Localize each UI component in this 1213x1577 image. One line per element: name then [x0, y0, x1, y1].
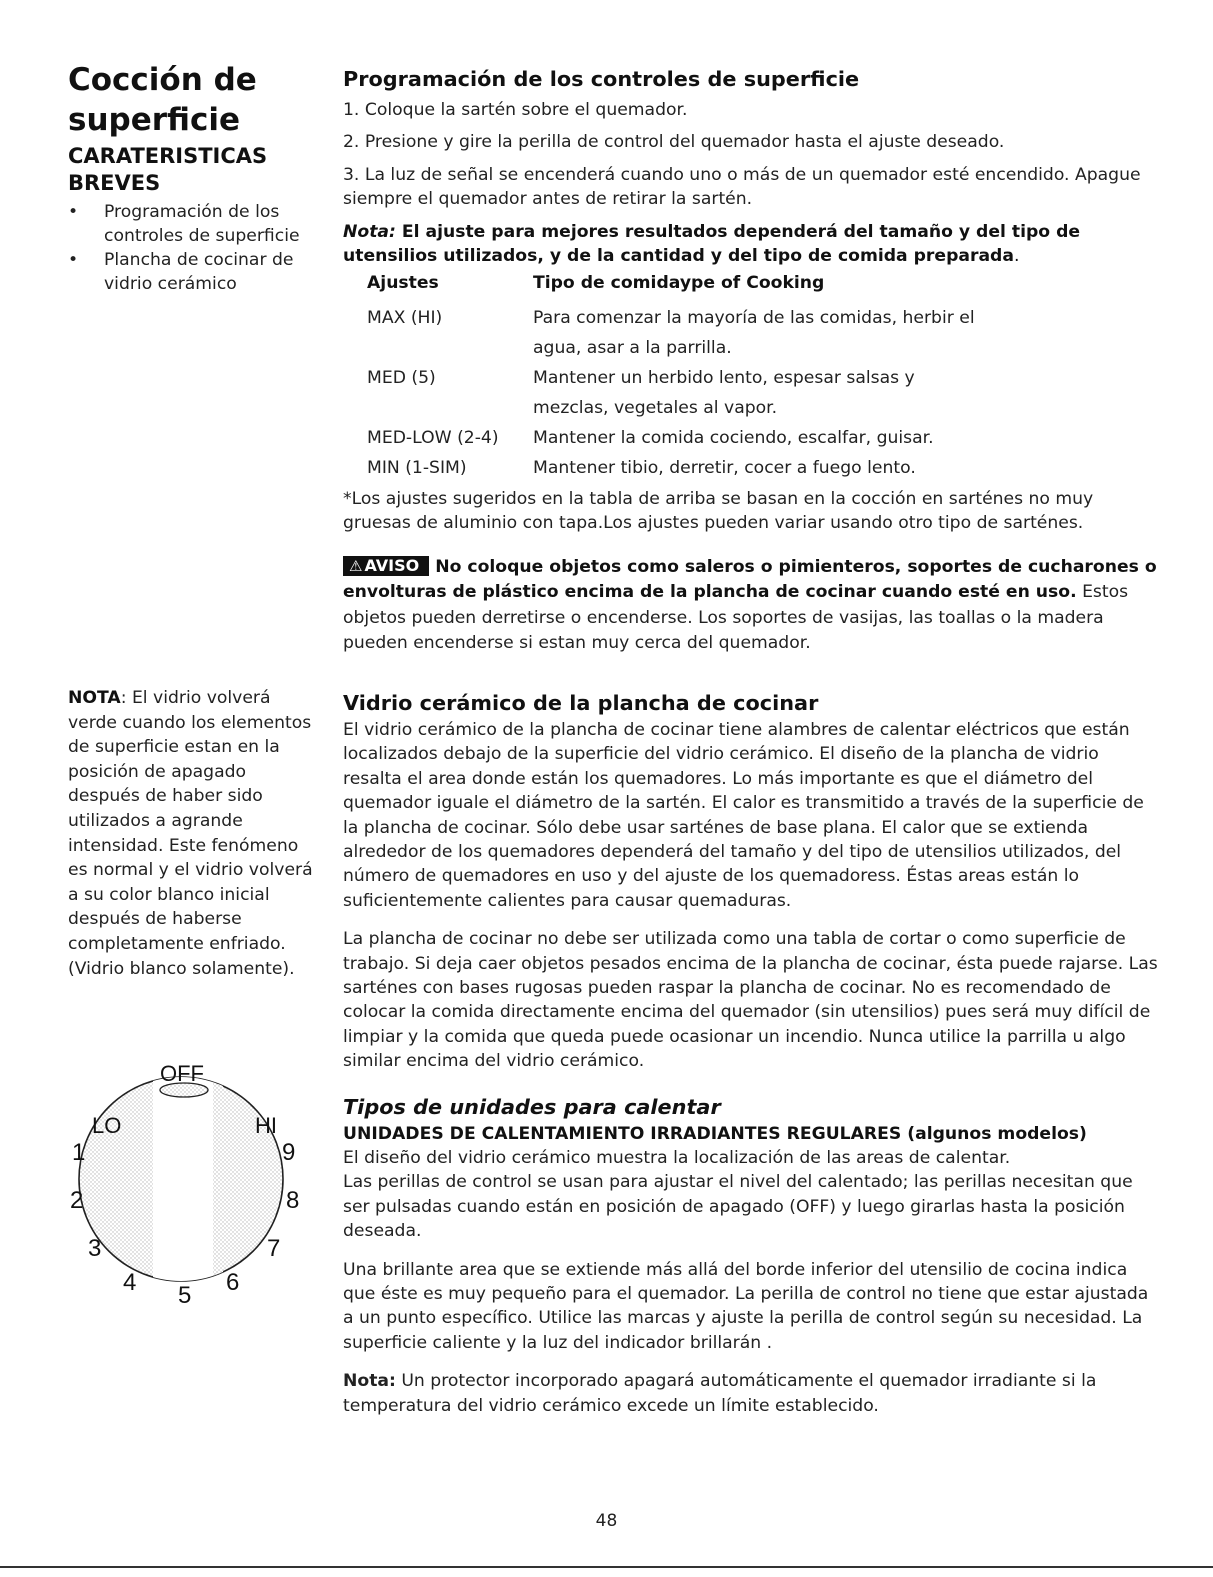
steps-list	[343, 98, 1158, 212]
knob-number: 1	[72, 1139, 86, 1166]
list-item: 3. La luz de señal se encenderá cuando uno o más de un quemador esté encendido. Apague siempre el quemador antes de retirar la sartén.	[343, 164, 1141, 210]
subheading: UNIDADES DE CALENTAMIENTO IRRADIANTES REGULARES (algunos modelos)	[343, 1124, 1087, 1144]
knob-number: 2	[70, 1187, 84, 1214]
paragraph: Las perillas de control se usan para ajustar el nivel del calentado; las perillas necesitan que ser pulsadas cuando están en posición de apagado (OFF) y luego girarlas hasta la posición deseada.	[343, 1172, 1133, 1242]
section-surface-controls	[343, 66, 1158, 536]
warning-badge-label: AVISO	[364, 556, 420, 575]
page-title: Cocción de superficie	[68, 62, 257, 138]
section-ceramic-glass	[343, 690, 1158, 1074]
table-cell	[533, 303, 975, 363]
list-item: • Programación de los controles de superficie	[68, 200, 313, 248]
paragraph: El vidrio cerámico de la plancha de cocinar tiene alambres de calentar eléctricos que están localizados debajo de la superficie del vidrio cerámico. El diseño de la plancha de vidrio resalta el area donde están los quemadores. Lo más importante es que el diámetro del quemador iguale el diámetro de la sartén. El calor es transmitido a través de la superficie de la plancha de cocinar. Sólo debe usar sarténes de base plana. El calor que se extienda alrededor de los quemadores dependerá del tamaño y del tipo de utensilios utilizados, del número de quemadores en uso y del ajuste de los quemadoress. Éstas areas están lo suficientemente calientes para causar quemaduras.	[343, 720, 1144, 911]
knob-number: 3	[88, 1235, 102, 1262]
summary-list	[68, 200, 313, 296]
warning-block	[343, 555, 1158, 657]
section-heading: Vidrio cerámico de la plancha de cocinar	[343, 691, 819, 715]
side-note	[68, 686, 313, 981]
paragraph: La plancha de cocinar no debe ser utilizada como una tabla de cortar o como superficie de trabajo. Si deja caer objetos pesados encima de la plancha de cocinar, ésta puede rajarse. Las sarténes con bases rugosas pueden raspar la plancha de cocinar. No es recomendado de colocar la comida directamente encima del quemador (sin utensilios) pues será muy difícil de limpiar y la comida que queda puede ocasionar un incendio. Nunca utilice la parrilla u algo similar encima del vidrio cerámico.	[343, 929, 1158, 1072]
table-header: Ajustes	[367, 272, 439, 293]
section-subtitle: CARATERISTICAS BREVES	[68, 144, 268, 195]
knob-number: 8	[286, 1187, 300, 1214]
settings-table	[367, 273, 975, 483]
results-note	[343, 220, 1158, 269]
table-cell: MAX (HI)	[367, 307, 443, 328]
table-header: Tipo de comidaype of Cooking	[533, 272, 825, 293]
knob-label-hi: HI	[255, 1113, 277, 1138]
side-note-label: NOTA	[68, 688, 121, 708]
warning-triangle-icon: ⚠	[349, 557, 363, 575]
cell-line: Mantener un herbido lento, espesar salsas y	[533, 367, 915, 388]
cell-line: Para comenzar la mayoría de las comidas, herbir el	[533, 307, 975, 328]
note-end: .	[1013, 246, 1020, 267]
knob-number: 6	[226, 1269, 240, 1296]
paragraph: Una brillante area que se extiende más allá del borde inferior del utensilio de cocina indica que éste es muy pequeño para el quemador. La perilla de control no tiene que estar ajustada a un punto específico. Utilice las marcas y ajuste la perilla de control según su necesidad. La superficie caliente y la luz del indicador brillarán .	[343, 1259, 1149, 1353]
table-cell: MED-LOW (2-4)	[367, 427, 499, 448]
protector-note	[343, 1369, 1158, 1418]
table-footnote: *Los ajustes sugeridos en la tabla de arriba se basan en la cocción en sarténes no muy gruesas de aluminio con tapa.Los ajustes pueden variar usando otro tipo de sarténes.	[343, 488, 1094, 534]
table-cell: MED (5)	[367, 367, 436, 388]
warning-bold-text: No coloque objetos como saleros o pimienteros, soportes de cucharones o envolturas de plástico encima de la plancha de cocinar cuando esté en uso.	[343, 557, 1157, 603]
list-item: 1. Coloque la sartén sobre el quemador.	[343, 100, 688, 120]
section-heading: Programación de los controles de superficie	[343, 67, 860, 91]
knob-number: 7	[267, 1235, 281, 1262]
side-note-text: : El vidrio volverá verde cuando los elementos de superficie estan en la posición de apagado después de haber sido utilizados a agrande intensidad. Este fenómeno es normal y el vidrio volverá a su color blanco inicial después de haberse completamente enfriado. (Vidrio blanco solamente).	[68, 688, 313, 979]
note-text: El ajuste para mejores resultados dependerá del tamaño y del tipo de utensilios utilizados, y de la cantidad y del tipo de comida preparada	[343, 221, 1081, 267]
table-cell	[533, 363, 975, 423]
knob-label-off: OFF	[160, 1061, 204, 1086]
cell-line: agua, asar a la parrilla.	[533, 337, 732, 358]
knob-number: 9	[282, 1139, 296, 1166]
note-label: Nota:	[343, 1371, 396, 1392]
knob-number: 4	[123, 1269, 137, 1296]
table-cell: Mantener tibio, derretir, cocer a fuego lento.	[533, 457, 916, 478]
warning-text: Estos objetos pueden derretirse o encenderse. Los soportes de vasijas, las toallas o la madera pueden encenderse si estan muy cerca del quemador.	[343, 582, 1129, 654]
table-row	[367, 423, 975, 453]
knob-label-lo: LO	[92, 1113, 122, 1138]
list-item: 2. Presione y gire la perilla de control del quemador hasta el ajuste deseado.	[343, 132, 1005, 153]
table-row	[367, 303, 975, 363]
table-row	[367, 363, 975, 423]
page-number: 48	[595, 1511, 618, 1531]
table-cell: Mantener la comida cociendo, escalfar, guisar.	[533, 427, 934, 448]
warning-badge	[343, 556, 429, 576]
section-heating-units	[343, 1094, 1158, 1418]
knob-number: 5	[178, 1282, 192, 1309]
section-heading: Tipos de unidades para calentar	[343, 1095, 721, 1119]
list-item: • Plancha de cocinar de vidrio cerámico	[68, 248, 313, 296]
note-text: Un protector incorporado apagará automáticamente el quemador irradiante si la temperatura del vidrio cerámico excede un límite establecido.	[343, 1371, 1097, 1416]
cell-line: mezclas, vegetales al vapor.	[533, 397, 778, 418]
table-cell: MIN (1-SIM)	[367, 457, 467, 478]
note-label: Nota:	[343, 221, 396, 242]
table-row	[367, 453, 975, 483]
control-knob-illustration	[48, 1055, 318, 1315]
paragraph: El diseño del vidrio cerámico muestra la localización de las areas de calentar.	[343, 1148, 1011, 1168]
bottom-rule	[0, 1566, 1213, 1568]
